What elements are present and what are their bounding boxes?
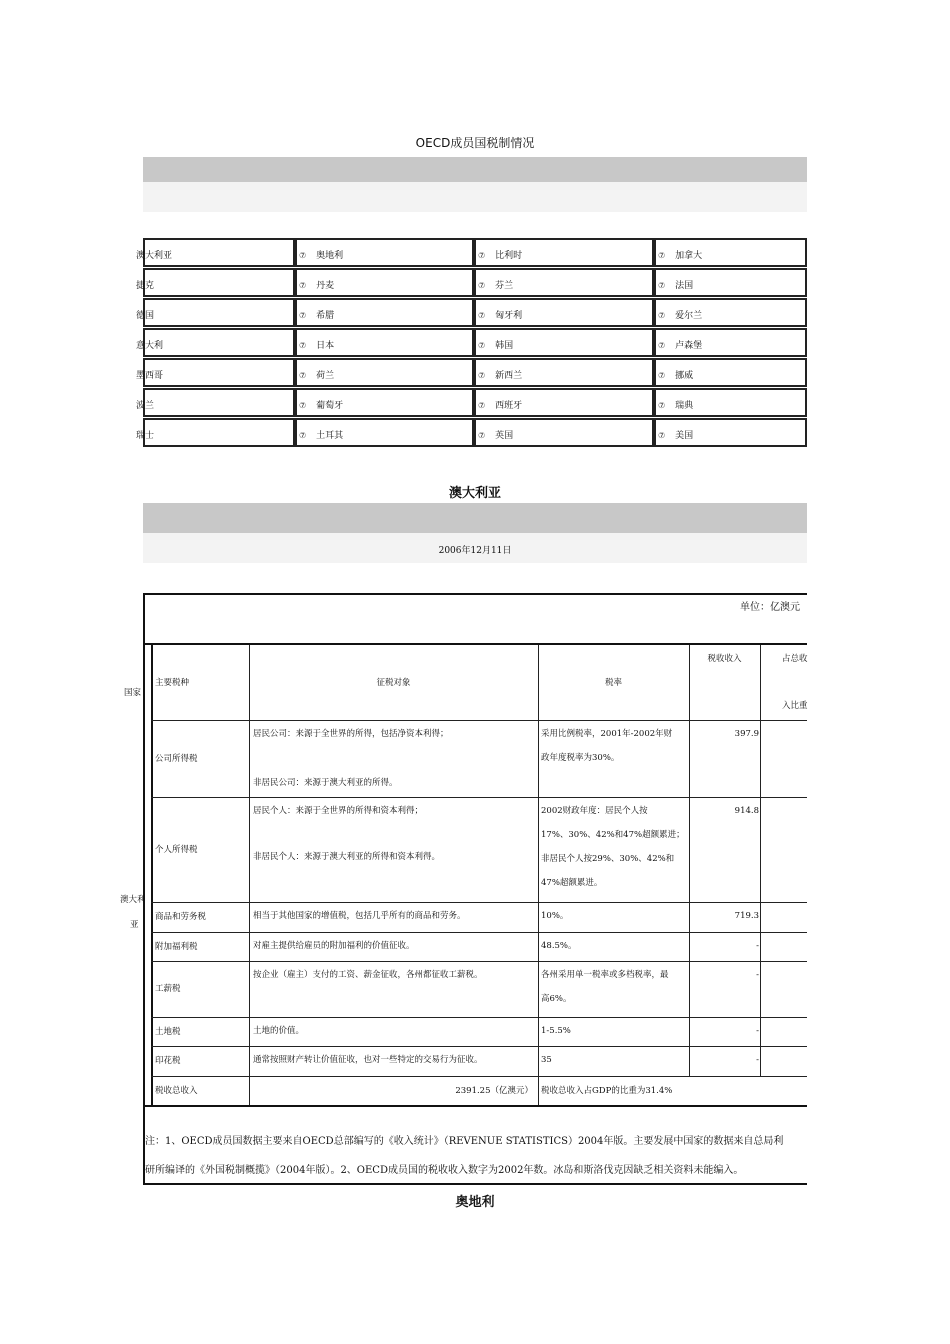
section-title-austria: 奥地利 [455, 1195, 495, 1210]
total-note: 税收总收入占GDP的比重为31.4% [541, 1086, 673, 1096]
country-cell [143, 358, 295, 387]
footnote: 研所编译的《外国税制概揽》（2004年版）。2、OECD成员国的税收收入数字为2002年数。冰岛和斯洛伐克因缺乏相关资料未能编入。 [145, 1165, 744, 1176]
tax-object: 居民公司：来源于全世界的所得，包括净资本利得； [253, 729, 449, 739]
bullet-icon: ⑦ [658, 401, 666, 410]
tax-rate: 采用比例税率，2001年-2002年财 [541, 729, 673, 739]
bullet-icon: ⑦ [478, 341, 486, 350]
tax-object: 非居民公司：来源于澳大利亚的所得。 [253, 778, 398, 788]
table-border [249, 645, 250, 1105]
tax-rate: 政年度税率为30%。 [541, 753, 620, 763]
country-cell [143, 328, 295, 357]
bullet-icon: ⑦ [658, 311, 666, 320]
country-name: 亚 [130, 920, 139, 930]
country-link[interactable]: 捷克 [136, 281, 155, 291]
tax-object: 非居民个人：来源于澳大利亚的所得和资本利得。 [253, 852, 441, 862]
tax-rate: 各州采用单一税率或多档税率，最 [541, 970, 669, 980]
col-share: 占总收 [782, 654, 808, 664]
tax-rate: 非居民个人按29%、30%、42%和 [541, 854, 675, 864]
tax-type: 个人所得税 [155, 845, 198, 855]
table-border [151, 961, 807, 962]
tax-revenue: - [756, 941, 759, 951]
unit-label: 单位：亿澳元 [740, 602, 800, 613]
table-border [143, 1105, 807, 1107]
country-link[interactable]: ⑦ 希腊 [299, 311, 335, 321]
col-tax: 主要税种 [155, 678, 190, 688]
section-title-australia: 澳大利亚 [448, 486, 501, 501]
table-border [143, 593, 807, 595]
country-link[interactable]: 澳大利亚 [136, 251, 173, 261]
country-link[interactable]: 波兰 [136, 401, 155, 411]
country-link[interactable]: ⑦ 英国 [478, 431, 514, 441]
bullet-icon: ⑦ [478, 431, 486, 440]
country-link[interactable]: ⑦ 瑞典 [658, 401, 694, 411]
table-border [151, 932, 807, 933]
bullet-icon: ⑦ [478, 281, 486, 290]
country-name: 澳大利 [120, 895, 146, 905]
tax-rate: 48.5%。 [541, 941, 577, 951]
table-border [151, 720, 807, 721]
country-link[interactable]: ⑦ 匈牙利 [478, 311, 523, 321]
tax-rate: 1-5.5% [541, 1026, 571, 1036]
country-link[interactable]: ⑦ 爱尔兰 [658, 311, 703, 321]
bullet-icon: ⑦ [299, 431, 307, 440]
country-link[interactable]: 意大利 [136, 341, 164, 351]
tax-rate: 高6%。 [541, 994, 572, 1004]
col-share: 入比重 [782, 701, 808, 711]
tax-rate: 47%超额累进。 [541, 878, 603, 888]
publish-date: 2006年12月11日 [438, 546, 512, 556]
tax-rate: 35 [541, 1055, 552, 1065]
country-link[interactable]: ⑦ 土耳其 [299, 431, 344, 441]
country-link[interactable]: ⑦ 法国 [658, 281, 694, 291]
table-border [151, 645, 153, 1105]
col-revenue: 税收收入 [707, 654, 742, 664]
country-link[interactable]: 瑞士 [136, 431, 155, 441]
country-link[interactable]: ⑦ 新西兰 [478, 371, 523, 381]
tax-revenue: - [756, 970, 759, 980]
country-link[interactable]: ⑦ 美国 [658, 431, 694, 441]
table-border [143, 643, 807, 645]
country-link[interactable]: ⑦ 卢森堡 [658, 341, 703, 351]
country-link[interactable]: ⑦ 韩国 [478, 341, 514, 351]
country-cell [143, 268, 295, 297]
table-border [151, 797, 807, 798]
country-link[interactable]: ⑦ 荷兰 [299, 371, 335, 381]
col-country: 国家 [124, 688, 142, 698]
country-link[interactable]: ⑦ 奥地利 [299, 251, 344, 261]
tax-revenue: 397.9 [734, 729, 759, 739]
tax-rate: 2002财政年度：居民个人按 [541, 806, 648, 816]
tax-revenue: - [756, 1055, 759, 1065]
bullet-icon: ⑦ [299, 401, 307, 410]
country-link[interactable]: ⑦ 芬兰 [478, 281, 514, 291]
tax-type: 工薪税 [155, 984, 181, 994]
tax-object: 通常按照财产转让价值征收，也对一些特定的交易行为征收。 [253, 1055, 483, 1065]
country-link[interactable]: ⑦ 挪威 [658, 371, 694, 381]
tax-object: 对雇主提供给雇员的附加福利的价值征收。 [253, 941, 415, 951]
bullet-icon: ⑦ [658, 251, 666, 260]
col-rate: 税率 [604, 678, 622, 688]
bullet-icon: ⑦ [478, 251, 486, 260]
tax-object: 土地的价值。 [253, 1026, 305, 1036]
country-cell [143, 418, 295, 447]
tax-revenue: 719.3 [734, 911, 759, 921]
country-cell [143, 298, 295, 327]
bullet-icon: ⑦ [478, 401, 486, 410]
country-link[interactable]: ⑦ 葡萄牙 [299, 401, 344, 411]
table-border [151, 1076, 807, 1077]
country-cell [143, 388, 295, 417]
bullet-icon: ⑦ [658, 431, 666, 440]
table-border [689, 645, 690, 1076]
bullet-icon: ⑦ [299, 371, 307, 380]
total-value: 2391.25（亿澳元） [455, 1086, 533, 1096]
table-border [151, 1017, 807, 1018]
page-title: OECD成员国税制情况 [415, 136, 535, 150]
bullet-icon: ⑦ [478, 311, 486, 320]
table-border [760, 645, 761, 1076]
tax-type: 附加福利税 [155, 942, 198, 952]
table-border [538, 645, 539, 1105]
bullet-icon: ⑦ [658, 341, 666, 350]
bullet-icon: ⑦ [658, 371, 666, 380]
col-object: 征税对象 [376, 678, 411, 688]
bullet-icon: ⑦ [299, 281, 307, 290]
australia-header-band [143, 503, 807, 533]
tax-revenue: 914.8 [734, 806, 759, 816]
tax-object: 按企业（雇主）支付的工资、薪金征收，各州都征收工薪税。 [253, 970, 483, 980]
table-border [151, 1046, 807, 1047]
tax-rate: 10%。 [541, 911, 569, 921]
tax-rate: 17%、30%、42%和47%超额累进； [541, 830, 685, 840]
tax-type: 土地税 [155, 1027, 181, 1037]
tax-object: 相当于其他国家的增值税，包括几乎所有的商品和劳务。 [253, 911, 466, 921]
tax-object: 居民个人：来源于全世界的所得和资本利得； [253, 806, 424, 816]
country-link[interactable]: ⑦ 比利时 [478, 251, 523, 261]
country-link[interactable]: ⑦ 加拿大 [658, 251, 703, 261]
total-label: 税收总收入 [155, 1086, 198, 1096]
tax-type: 公司所得税 [155, 754, 198, 764]
tax-type: 印花税 [155, 1056, 181, 1066]
subheader-band [143, 182, 807, 212]
tax-type: 商品和劳务税 [155, 912, 207, 922]
country-link[interactable]: ⑦ 日本 [299, 341, 335, 351]
footnote: 注：1、OECD成员国数据主要来自OECD总部编写的《收入统计》（REVENUE STATISTICS）2004年版。主要发展中国家的数据来自总局利 [145, 1136, 784, 1147]
bullet-icon: ⑦ [658, 281, 666, 290]
bullet-icon: ⑦ [299, 251, 307, 260]
bullet-icon: ⑦ [478, 371, 486, 380]
table-border [151, 902, 807, 903]
tax-revenue: - [756, 1026, 759, 1036]
country-link[interactable]: ⑦ 西班牙 [478, 401, 523, 411]
country-link[interactable]: 德国 [136, 311, 155, 321]
bullet-icon: ⑦ [299, 311, 307, 320]
country-link[interactable]: 墨西哥 [136, 371, 164, 381]
country-link[interactable]: ⑦ 丹麦 [299, 281, 335, 291]
table-border [143, 1183, 807, 1185]
header-band [143, 157, 807, 182]
bullet-icon: ⑦ [299, 341, 307, 350]
